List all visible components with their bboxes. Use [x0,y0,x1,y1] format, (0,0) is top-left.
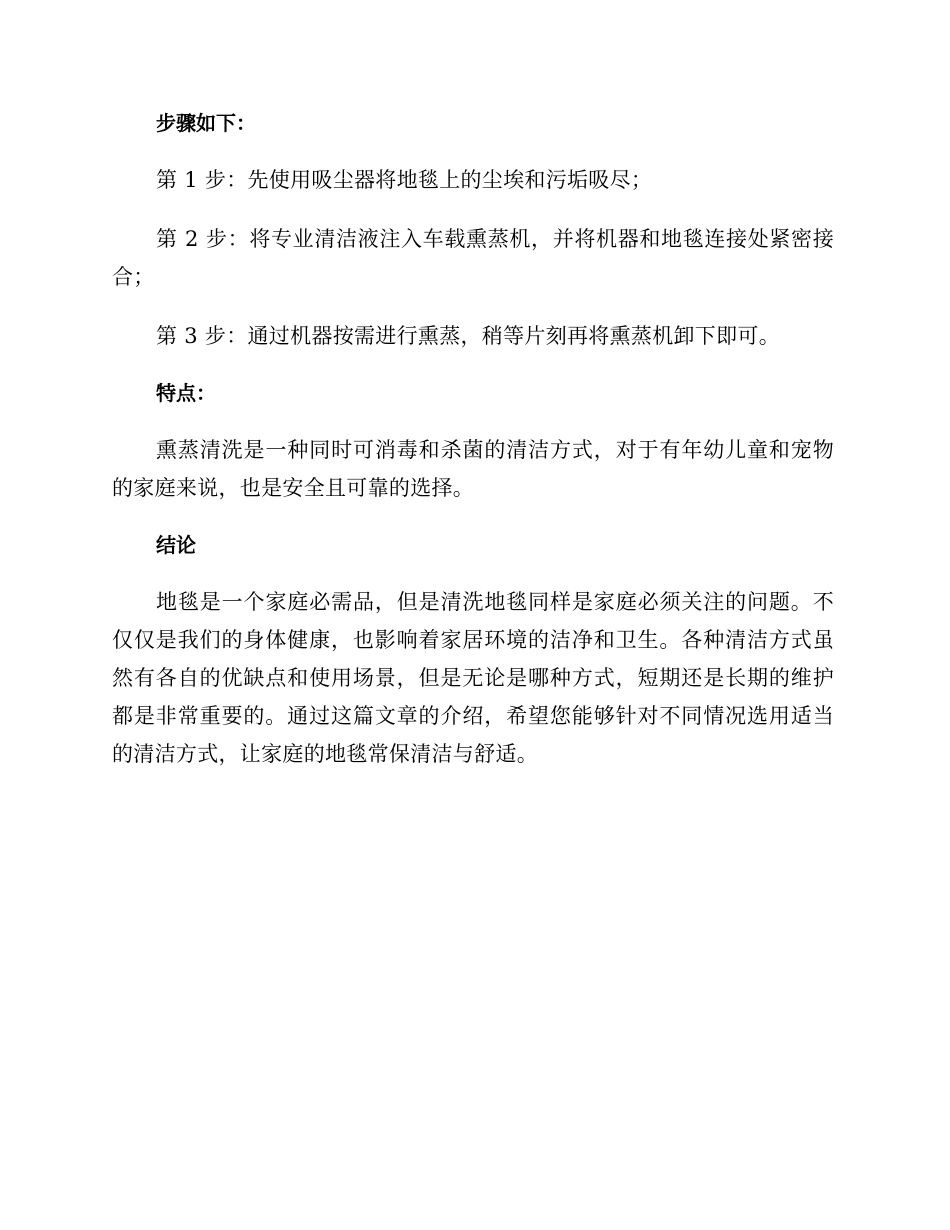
features-heading: 特点： [156,381,216,405]
step-item-3: 第 3 步：通过机器按需进行熏蒸，稍等片刻再将熏蒸机卸下即可。 [156,324,781,348]
step-item-2: 第 2 步：将专业清洁液注入车载熏蒸机，并将机器和地毯连接处紧密接合； [112,227,834,289]
conclusion-heading: 结论 [156,533,196,557]
document-page [112,106,834,794]
steps-heading: 步骤如下： [156,111,256,135]
features-paragraph: 熏蒸清洗是一种同时可消毒和杀菌的清洁方式，对于有年幼儿童和宠物的家庭来说，也是安全且可靠的选择。 [112,438,834,500]
conclusion-paragraph: 地毯是一个家庭必需品，但是清洗地毯同样是家庭必须关注的问题。不仅仅是我们的身体健康，也影响着家居环境的洁净和卫生。各种清洁方式虽然有各自的优缺点和使用场景，但是无论是哪种方式，短期还是长期的维护都是非常重要的。通过这篇文章的介绍，希望您能够针对不同情况选用适当的清洁方式，让家庭的地毯常保清洁与舒适。 [112,590,834,766]
step-item-1: 第 1 步：先使用吸尘器将地毯上的尘埃和污垢吸尽； [156,168,653,192]
